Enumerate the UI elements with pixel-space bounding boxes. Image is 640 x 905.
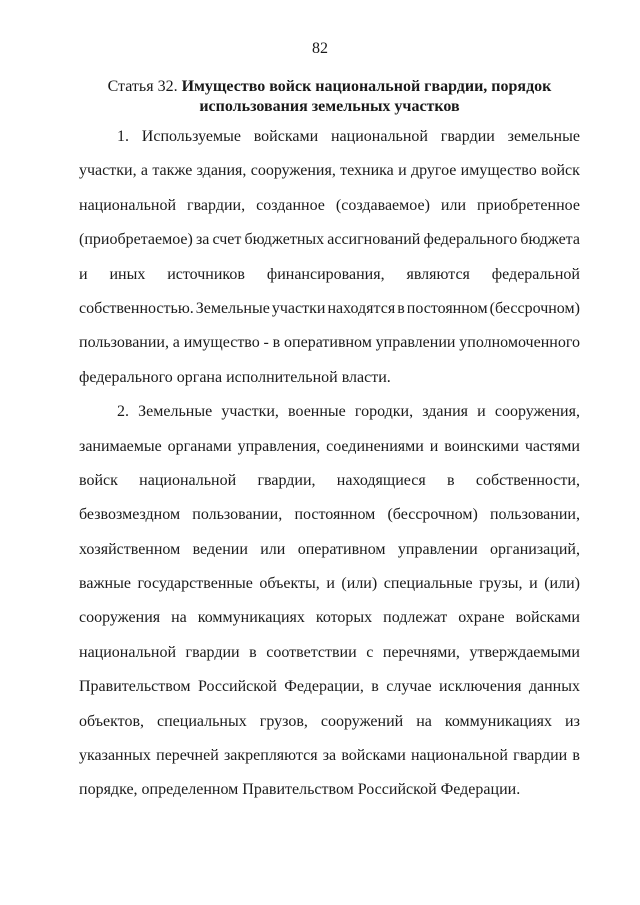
word: уполномоченного — [459, 334, 580, 352]
word: Земельные — [195, 299, 270, 317]
word: (создаваемое) — [335, 196, 430, 214]
word: органами — [167, 437, 232, 455]
word: участки — [271, 299, 326, 317]
word: войск — [541, 162, 580, 180]
word: управлении — [375, 334, 456, 352]
word: указанных — [79, 747, 151, 765]
page-number: 82 — [312, 40, 328, 57]
word: объектов, — [79, 712, 145, 730]
word: соответствии — [266, 643, 357, 661]
word: и — [477, 403, 486, 421]
word: национальной — [139, 471, 237, 489]
word: имущество — [460, 162, 537, 180]
article-title-part-2: использования земельных участков — [199, 98, 460, 115]
word: (бессрочном) — [387, 506, 478, 524]
word: Федерации, — [284, 678, 364, 696]
word: сооружения, — [250, 162, 336, 180]
word: являются — [406, 265, 470, 283]
paragraph-line — [79, 608, 580, 642]
word: данных — [528, 678, 580, 696]
word: управления, — [237, 437, 321, 455]
word: сооружения, — [494, 403, 580, 421]
paragraph-line — [79, 746, 580, 780]
paragraph-line — [79, 677, 580, 711]
word: гвардии, — [187, 196, 246, 214]
word: на — [416, 712, 432, 730]
word: техника — [340, 162, 394, 180]
word: гвардии, — [257, 471, 316, 489]
word: безвозмездном — [79, 506, 181, 524]
paragraph-last-line-text: федерального органа исполнительной власти. — [79, 368, 391, 386]
word: - — [263, 334, 269, 352]
word: в — [249, 643, 257, 661]
word: и — [79, 265, 88, 283]
word: специальных — [157, 712, 247, 730]
word: коммуникациях — [444, 712, 553, 730]
word: национальной — [79, 643, 176, 661]
word: воинскими — [444, 437, 519, 455]
word: гвардии — [513, 747, 568, 765]
word: организаций, — [490, 540, 580, 558]
word: национальной — [79, 196, 176, 214]
word: находятся — [327, 299, 396, 317]
word: из — [565, 712, 580, 730]
word: сооружений — [320, 712, 404, 730]
word: или — [440, 196, 467, 214]
word: за — [322, 747, 337, 765]
article-heading-line-1 — [79, 77, 580, 97]
word: занимаемые — [79, 437, 162, 455]
word: важные — [79, 575, 131, 593]
word: национальной — [410, 747, 508, 765]
paragraph-line — [79, 505, 580, 539]
word: приобретенное — [477, 196, 580, 214]
word: бюджета — [520, 231, 580, 249]
word: специальные — [383, 575, 473, 593]
word: участки, — [221, 403, 279, 421]
word: на — [171, 609, 187, 627]
word: в — [447, 471, 455, 489]
word: созданное — [256, 196, 325, 214]
word: гвардии — [440, 128, 495, 145]
word: пользовании, — [489, 506, 580, 524]
word: случае — [386, 678, 432, 696]
word: пользовании, — [192, 506, 283, 524]
word: находящиеся — [336, 471, 426, 489]
word: оперативном — [284, 334, 372, 352]
word: пользовании, — [79, 334, 169, 352]
word: в — [572, 747, 580, 765]
word: государственные — [137, 575, 253, 593]
word: коммуникациях — [197, 609, 305, 627]
word: которых — [315, 609, 373, 627]
word: собственности, — [475, 471, 580, 489]
word: имущество — [183, 334, 260, 352]
article-body — [79, 127, 580, 815]
word: ведении — [192, 540, 248, 558]
word: в — [371, 678, 379, 696]
word: или — [260, 540, 286, 558]
word: оперативном — [297, 540, 386, 558]
word: в — [272, 334, 281, 352]
word: подлежат — [383, 609, 448, 627]
word: грузов, — [259, 712, 308, 730]
word: с — [366, 643, 374, 661]
word: участки, — [79, 162, 137, 180]
word: земельные — [507, 128, 580, 145]
word: (или) — [544, 575, 580, 593]
paragraph-line — [79, 712, 580, 746]
word: охране — [458, 609, 505, 627]
paragraph-line — [79, 230, 580, 264]
word: войсками — [515, 609, 580, 627]
word: 1. — [117, 128, 129, 145]
word: в — [397, 299, 405, 317]
word: Правительством — [79, 678, 191, 696]
paragraph-line — [79, 368, 580, 402]
word: и — [398, 162, 407, 180]
word: военные — [288, 403, 346, 421]
word: объекты, — [259, 575, 320, 593]
word: (приобретаемое) — [79, 231, 193, 249]
word: перечней — [156, 747, 219, 765]
word: Земельные — [138, 403, 213, 421]
paragraph-2 — [79, 402, 580, 815]
article-label: Статья 32. — [107, 78, 178, 95]
paragraph-line — [79, 127, 580, 161]
paragraph-line — [79, 780, 580, 814]
word: Используемые — [141, 128, 241, 145]
word: другое — [410, 162, 457, 180]
word: закрепляются — [223, 747, 318, 765]
article-title-part-1: Имущество войск национальной гвардии, порядок — [181, 78, 552, 95]
word: и — [429, 437, 439, 455]
paragraph-line — [79, 471, 580, 505]
word: утверждаемыми — [469, 643, 580, 661]
paragraph-line — [79, 643, 580, 677]
word: (бессрочном) — [489, 299, 580, 317]
word: финансирования, — [266, 265, 385, 283]
word: также — [152, 162, 193, 180]
word: бюджетных — [244, 231, 325, 249]
word: сооружения — [79, 609, 161, 627]
word: перечнями, — [382, 643, 460, 661]
word: и — [529, 575, 538, 593]
word: постоянном — [294, 506, 376, 524]
word: источников — [167, 265, 245, 283]
word: гвардии — [185, 643, 240, 661]
word: иных — [109, 265, 146, 283]
paragraph-line — [79, 161, 580, 195]
word: исключения — [439, 678, 522, 696]
paragraph-line — [79, 437, 580, 471]
word: а — [172, 334, 180, 352]
word: здания, — [196, 162, 247, 180]
paragraph-last-line-text: порядке, определенном Правительством Российской Федерации. — [79, 781, 521, 799]
word: войск — [79, 471, 118, 489]
word: городки, — [354, 403, 414, 421]
word: федерального — [423, 231, 518, 249]
word: и — [326, 575, 335, 593]
word: 2. — [117, 403, 129, 421]
word: войсками — [341, 747, 406, 765]
paragraph-1 — [79, 127, 580, 402]
word: здания — [422, 403, 468, 421]
paragraph-line — [79, 299, 580, 333]
word: хозяйственном — [79, 540, 181, 558]
word: а — [140, 162, 148, 180]
word: счет — [212, 231, 242, 249]
word: национальной — [330, 128, 428, 145]
word: управлении — [397, 540, 478, 558]
paragraph-line — [79, 402, 580, 436]
word: федеральной — [491, 265, 580, 283]
word: частями — [524, 437, 580, 455]
word: собственностью. — [79, 299, 194, 317]
word: за — [195, 231, 210, 249]
word: войсками — [253, 128, 319, 145]
word: (или) — [341, 575, 378, 593]
word: ассигнований — [327, 231, 421, 249]
paragraph-line — [79, 333, 580, 367]
paragraph-line — [79, 540, 580, 574]
article-heading — [79, 77, 580, 117]
word: соединениями — [326, 437, 424, 455]
paragraph-line — [79, 196, 580, 230]
paragraph-line — [79, 574, 580, 608]
paragraph-line — [79, 265, 580, 299]
word: постоянном — [406, 299, 488, 317]
word: грузы, — [479, 575, 523, 593]
word: Российской — [197, 678, 277, 696]
